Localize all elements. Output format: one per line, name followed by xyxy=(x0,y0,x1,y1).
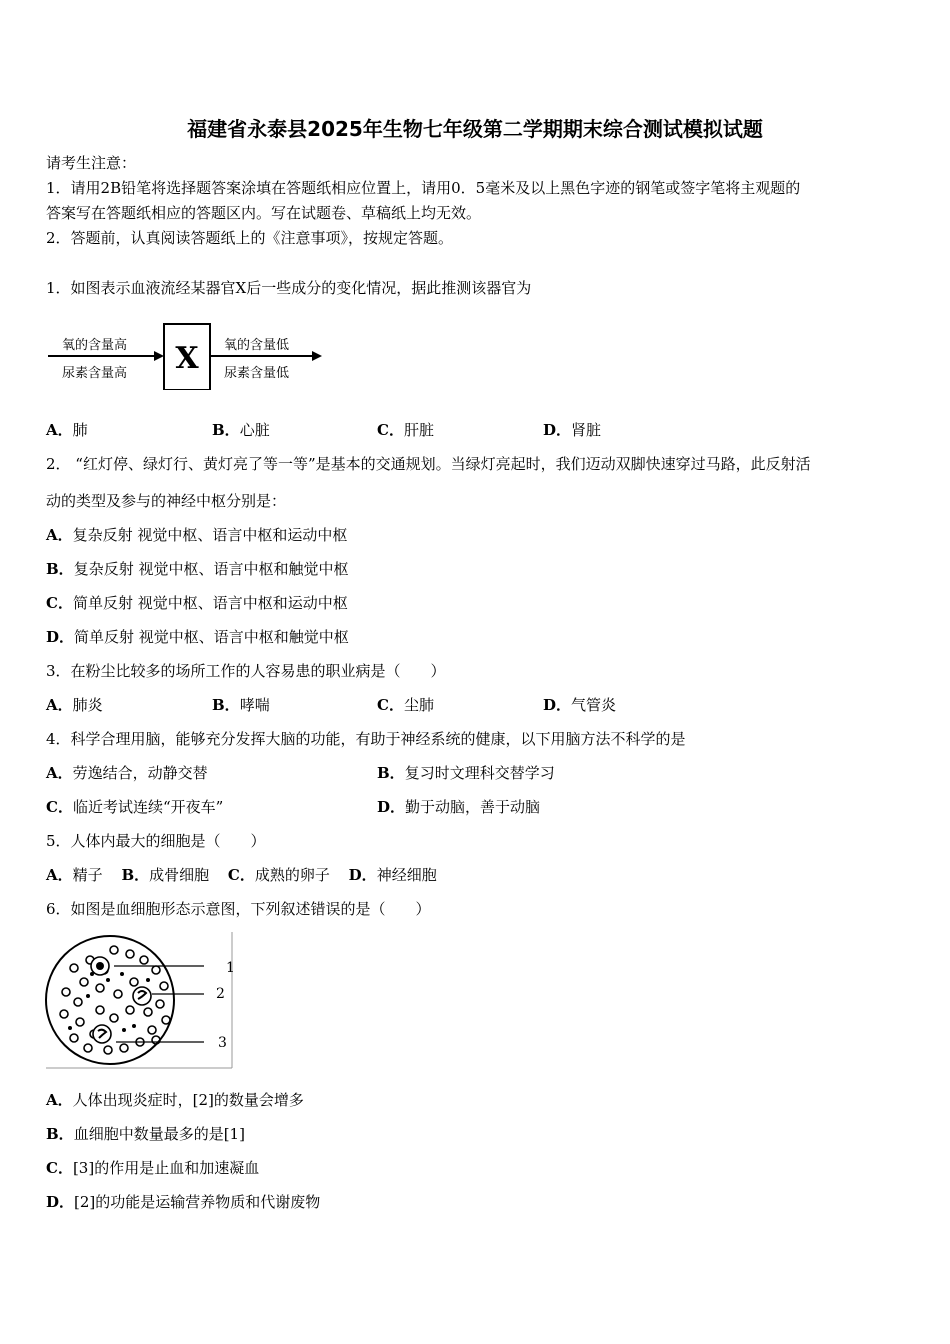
page-title: 福建省永泰县2025年生物七年级第二学期期末综合测试模拟试题 xyxy=(187,117,763,141)
notice-item-1a: 1．请用2B铅笔将选择题答案涂填在答题纸相应位置上，请用0．5毫米及以上黑色字迹的钢笔或签字笔将主观题的 xyxy=(46,179,801,197)
q6-option-c: C．[3]的作用是止血和加速凝血 xyxy=(46,1159,260,1177)
organ-box-label: X xyxy=(175,341,199,376)
label-2: 2 xyxy=(216,986,225,1002)
q1-option-d: D．肾脏 xyxy=(543,421,602,439)
q4-option-d: D．勤于动脑，善于动脑 xyxy=(377,798,541,816)
q6-option-a: A．人体出现炎症时，[2]的数量会增多 xyxy=(46,1091,304,1109)
inflow-arrowhead xyxy=(154,351,164,361)
left-bottom-label: 尿素含量高 xyxy=(62,366,128,381)
q2-option-c: C．简单反射 视觉中枢、语言中枢和运动中枢 xyxy=(46,594,348,612)
outflow-arrowhead xyxy=(312,351,322,361)
q3-option-b: B．哮喘 xyxy=(212,696,270,714)
q5-option-b: B．成骨细胞 xyxy=(121,866,210,884)
q4-option-c: C．临近考试连续“开夜车” xyxy=(46,798,224,816)
q2-option-d: D．简单反射 视觉中枢、语言中枢和触觉中枢 xyxy=(46,628,349,646)
label-3: 3 xyxy=(218,1035,227,1051)
q4-option-b: B．复习时文理科交替学习 xyxy=(377,764,555,782)
q1-option-b: B．心脏 xyxy=(212,421,270,439)
q6-option-b: B．血细胞中数量最多的是[1] xyxy=(46,1125,245,1143)
q3-option-a: A．肺炎 xyxy=(46,696,103,714)
notice-item-1b: 答案写在答题纸相应的答题区内。写在试题卷、草稿纸上均无效。 xyxy=(46,204,482,222)
q5-option-a: A．精子 xyxy=(46,866,103,884)
q6-stem: 6．如图是血细胞形态示意图，下列叙述错误的是（ ） xyxy=(46,900,431,918)
q1-stem: 1．如图表示血液流经某器官X后一些成分的变化情况，据此推测该器官为 xyxy=(46,279,532,297)
q4-stem: 4．科学合理用脑，能够充分发挥大脑的功能，有助于神经系统的健康，以下用脑方法不科学的是 xyxy=(46,730,686,748)
left-top-label: 氧的含量高 xyxy=(62,338,128,353)
q3-stem: 3．在粉尘比较多的场所工作的人容易患的职业病是（ ） xyxy=(46,662,446,680)
notice-item-2: 2．答题前，认真阅读答题纸上的《注意事项》，按规定答题。 xyxy=(46,229,454,247)
q5-option-c: C．成熟的卵子 xyxy=(227,866,330,884)
q5-option-d: D．神经细胞 xyxy=(348,866,437,884)
microscope-field xyxy=(46,936,174,1064)
q4-option-a: A．劳逸结合，动静交替 xyxy=(46,764,208,782)
q2-stem-b: 动的类型及参与的神经中枢分别是： xyxy=(46,492,287,510)
q1-option-c: C．肝脏 xyxy=(377,421,434,439)
notice-heading: 请考生注意： xyxy=(46,154,137,172)
q1-option-a: A．肺 xyxy=(46,421,88,439)
q5-stem: 5．人体内最大的细胞是（ ） xyxy=(46,832,266,850)
label-1: 1 xyxy=(226,960,235,976)
q2-stem-a: 2． “红灯停、绿灯行、黄灯亮了等一等”是基本的交通规划。当绿灯亮起时，我们迈动双脚快速穿过马路，此反射活 xyxy=(46,455,811,473)
q2-option-b: B．复杂反射 视觉中枢、语言中枢和触觉中枢 xyxy=(46,560,349,578)
organ-flow-diagram xyxy=(44,318,334,390)
right-top-label: 氧的含量低 xyxy=(224,338,290,353)
q6-option-d: D．[2]的功能是运输营养物质和代谢废物 xyxy=(46,1193,321,1211)
q3-option-c: C．尘肺 xyxy=(377,696,434,714)
q5-options-row xyxy=(46,864,437,885)
blood-cell-diagram xyxy=(44,930,236,1070)
q3-option-d: D．气管炎 xyxy=(543,696,617,714)
right-bottom-label: 尿素含量低 xyxy=(224,366,290,381)
q2-option-a: A．复杂反射 视觉中枢、语言中枢和运动中枢 xyxy=(46,526,348,544)
